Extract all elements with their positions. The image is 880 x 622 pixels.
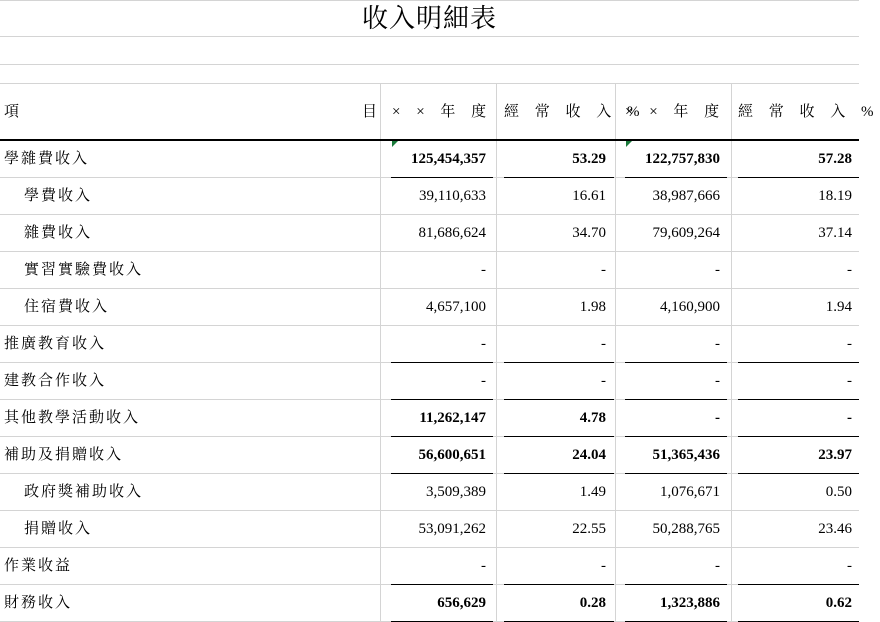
amount-year-2[interactable]: 38,987,666 [652, 188, 720, 204]
amount-year-2[interactable]: - [715, 262, 720, 278]
percent-year-1[interactable]: - [601, 336, 606, 352]
row-label[interactable]: 財務收入 [4, 595, 73, 611]
percent-year-1[interactable]: 0.28 [579, 595, 606, 611]
header-year-1: × × 年 度 [392, 104, 493, 120]
percent-year-1[interactable]: 22.55 [572, 521, 606, 537]
amount-year-2[interactable]: - [715, 410, 720, 426]
table-row[interactable] [0, 474, 859, 511]
percent-year-1[interactable]: 24.04 [572, 447, 606, 463]
percent-year-2[interactable]: 23.97 [818, 447, 852, 463]
amount-year-2[interactable]: - [715, 336, 720, 352]
amount-year-2[interactable]: 122,757,830 [645, 151, 720, 167]
amount-year-1[interactable]: 125,454,357 [411, 151, 486, 167]
table-row[interactable] [0, 215, 859, 252]
table-row[interactable] [0, 548, 859, 585]
table-row[interactable] [0, 178, 859, 215]
amount-year-1[interactable]: 656,629 [437, 595, 486, 611]
percent-year-1[interactable]: 34.70 [572, 225, 606, 241]
table-row[interactable] [0, 400, 859, 437]
amount-year-2[interactable]: 79,609,264 [652, 225, 720, 241]
amount-year-1[interactable]: - [481, 558, 486, 574]
amount-year-2[interactable]: - [715, 373, 720, 389]
header-item-suffix: 目 [362, 104, 378, 120]
percent-year-2[interactable]: 18.19 [818, 188, 852, 204]
table-row[interactable] [0, 326, 859, 363]
amount-year-1[interactable]: 53,091,262 [418, 521, 486, 537]
percent-year-2[interactable]: - [847, 262, 852, 278]
page-title: 收入明細表 [361, 4, 497, 33]
table-row[interactable] [0, 363, 859, 400]
percent-year-1[interactable]: - [601, 558, 606, 574]
amount-year-1[interactable]: 39,110,633 [419, 188, 486, 204]
percent-year-2[interactable]: 0.62 [825, 595, 852, 611]
percent-year-2[interactable]: - [847, 373, 852, 389]
table-row[interactable] [0, 585, 859, 622]
row-label[interactable]: 實習實驗費收入 [24, 262, 144, 278]
percent-year-2[interactable]: - [847, 410, 852, 426]
amount-year-1[interactable]: 81,686,624 [418, 225, 486, 241]
table-row[interactable] [0, 252, 859, 289]
header-year-2: × × 年 度 [625, 104, 726, 120]
row-label[interactable]: 政府獎補助收入 [24, 484, 144, 500]
row-label[interactable]: 補助及捐贈收入 [4, 447, 124, 463]
percent-year-1[interactable]: 1.49 [579, 484, 606, 500]
percent-year-1[interactable]: 4.78 [579, 410, 606, 426]
row-label[interactable]: 其他教學活動收入 [4, 410, 141, 426]
percent-year-2[interactable]: 37.14 [818, 225, 852, 241]
table-row[interactable] [0, 511, 859, 548]
gridline [0, 64, 859, 65]
amount-year-1[interactable]: - [481, 262, 486, 278]
table-row[interactable] [0, 289, 859, 326]
gridline [0, 0, 859, 1]
amount-year-1[interactable]: 11,262,147 [419, 410, 486, 426]
error-indicator-icon[interactable] [392, 141, 398, 147]
percent-year-2[interactable]: - [847, 558, 852, 574]
amount-year-2[interactable]: 50,288,765 [652, 521, 720, 537]
percent-year-1[interactable]: 53.29 [572, 151, 606, 167]
amount-year-1[interactable]: 4,657,100 [426, 299, 486, 315]
row-label[interactable]: 學費收入 [24, 188, 93, 204]
row-label[interactable]: 建教合作收入 [4, 373, 107, 389]
table-row[interactable] [0, 437, 859, 474]
amount-year-1[interactable]: - [481, 336, 486, 352]
percent-year-2[interactable]: 1.94 [825, 299, 852, 315]
percent-year-2[interactable]: 23.46 [818, 521, 852, 537]
amount-year-2[interactable]: - [715, 558, 720, 574]
row-label[interactable]: 作業收益 [4, 558, 73, 574]
percent-year-1[interactable]: 1.98 [579, 299, 606, 315]
error-indicator-icon[interactable] [626, 141, 632, 147]
amount-year-1[interactable]: 56,600,651 [418, 447, 486, 463]
row-label[interactable]: 推廣教育收入 [4, 336, 107, 352]
percent-year-1[interactable]: - [601, 373, 606, 389]
percent-year-1[interactable]: - [601, 262, 606, 278]
amount-year-2[interactable]: 1,323,886 [660, 595, 720, 611]
row-label[interactable]: 雜費收入 [24, 225, 93, 241]
row-label[interactable]: 捐贈收入 [24, 521, 93, 537]
amount-year-1[interactable]: - [481, 373, 486, 389]
header-percent-2: 經 常 收 入 % [738, 104, 880, 120]
header-item-label: 項 [4, 104, 22, 120]
table-row[interactable] [0, 141, 859, 178]
percent-year-2[interactable]: - [847, 336, 852, 352]
percent-year-1[interactable]: 16.61 [572, 188, 606, 204]
amount-year-2[interactable]: 1,076,671 [660, 484, 720, 500]
row-label[interactable]: 學雜費收入 [4, 151, 90, 167]
gridline [0, 36, 859, 37]
header-percent-1: 經 常 收 入 % [504, 104, 646, 120]
amount-year-2[interactable]: 4,160,900 [660, 299, 720, 315]
amount-year-1[interactable]: 3,509,389 [426, 484, 486, 500]
percent-year-2[interactable]: 0.50 [825, 484, 852, 500]
amount-year-2[interactable]: 51,365,436 [652, 447, 720, 463]
row-label[interactable]: 住宿費收入 [24, 299, 110, 315]
percent-year-2[interactable]: 57.28 [818, 151, 852, 167]
